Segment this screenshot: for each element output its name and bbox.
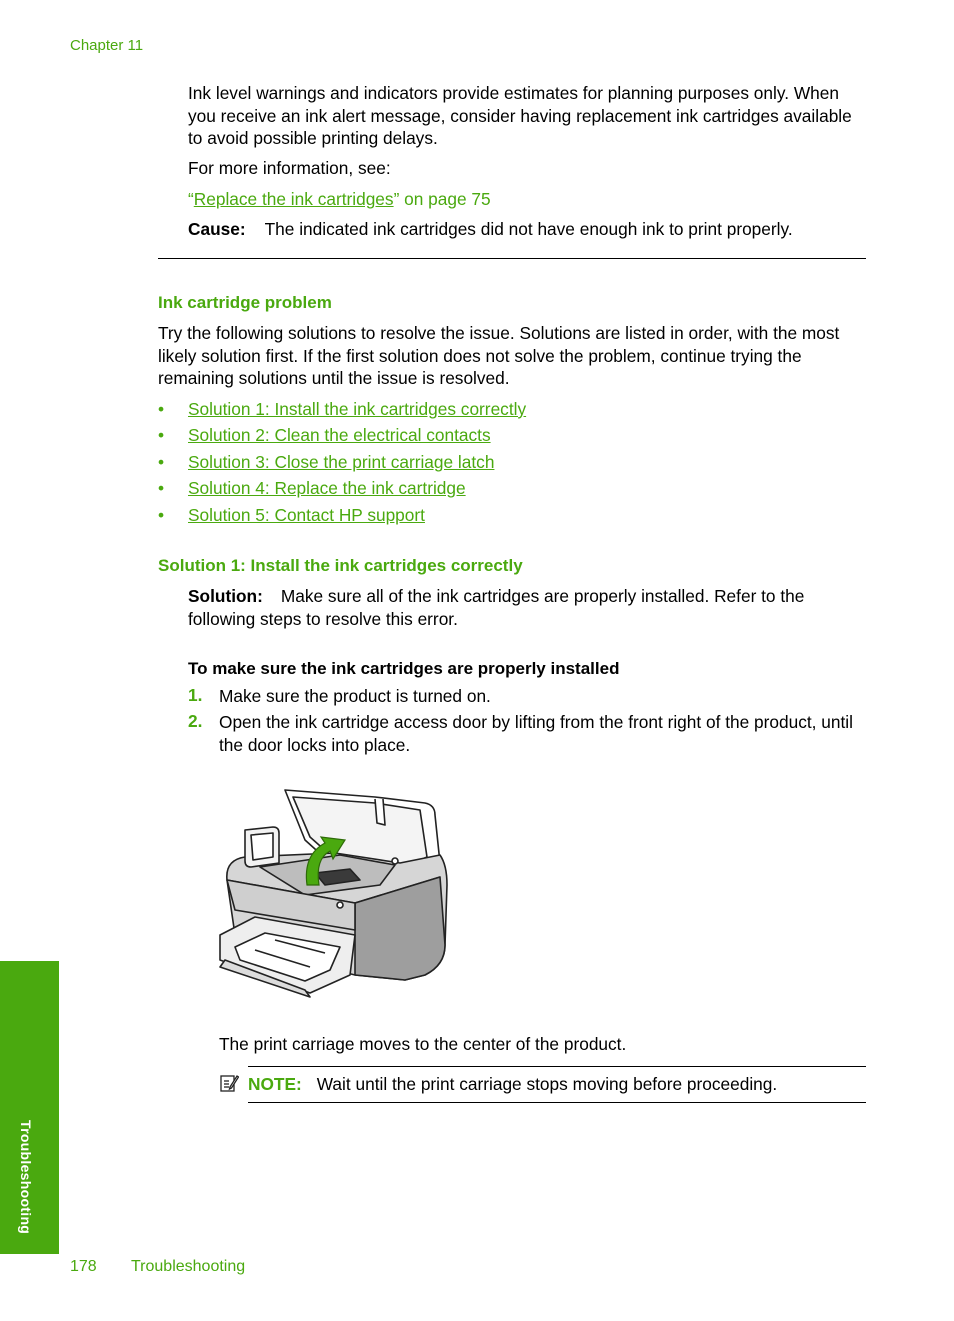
page-number: 178 xyxy=(70,1258,97,1275)
cause-text: The indicated ink cartridges did not have enough ink to print properly. xyxy=(264,219,793,239)
solution-description: Make sure all of the ink cartridges are properly installed. Refer to the following steps to resolve this error. xyxy=(188,586,805,629)
section-intro: Try the following solutions to resolve the issue. Solutions are listed in order, with the most likely solution first. If the first solution does not solve the problem, continue trying the remaining solutions until the issue is resolved. xyxy=(158,323,840,388)
step-2-number: 2. xyxy=(188,711,203,731)
solution-1-text xyxy=(188,585,868,630)
solution-1-title: Solution 1: Install the ink cartridges correctly xyxy=(158,556,523,575)
bullet: • xyxy=(158,452,165,472)
solution-label: Solution: xyxy=(188,586,263,606)
chapter-header: Chapter 11 xyxy=(70,37,144,54)
replace-cartridges-link[interactable]: Replace the ink cartridges xyxy=(193,189,394,209)
footer-section: Troubleshooting xyxy=(131,1258,246,1275)
note-icon xyxy=(219,1073,239,1093)
cause-line xyxy=(188,218,793,241)
after-image-text: The print carriage moves to the center of the product. xyxy=(219,1034,627,1054)
bullet: • xyxy=(158,505,165,525)
section-divider xyxy=(158,258,866,259)
side-tab-label: Troubleshooting xyxy=(18,1120,34,1235)
bullet: • xyxy=(158,478,165,498)
bullet: • xyxy=(158,399,165,419)
solution-3-link[interactable]: Solution 3: Close the print carriage latch xyxy=(188,452,495,472)
step-1-number: 1. xyxy=(188,685,203,705)
more-info-text: For more information, see: xyxy=(188,158,391,178)
page-ref: ” on page 75 xyxy=(393,189,491,209)
cross-reference xyxy=(188,188,491,211)
note-bottom-rule xyxy=(248,1102,866,1103)
procedure-title: To make sure the ink cartridges are properly installed xyxy=(188,659,620,678)
printer-illustration xyxy=(215,785,455,1000)
solution-1-link[interactable]: Solution 1: Install the ink cartridges correctly xyxy=(188,399,527,419)
note-line xyxy=(248,1073,777,1096)
section-title: Ink cartridge problem xyxy=(158,293,332,312)
solution-5-link[interactable]: Solution 5: Contact HP support xyxy=(188,505,425,525)
open-quote: “ xyxy=(188,189,194,209)
bullet: • xyxy=(158,425,165,445)
note-text: Wait until the print carriage stops moving before proceeding. xyxy=(316,1074,778,1094)
ink-warning-paragraph: Ink level warnings and indicators provide estimates for planning purposes only. When you receive an ink alert message, consider having replacement ink cartridges available to avoid possible printing delays. xyxy=(188,83,852,148)
note-label: NOTE: xyxy=(248,1074,302,1094)
cause-label: Cause: xyxy=(188,219,246,239)
note-top-rule xyxy=(248,1066,866,1067)
step-1-text: Make sure the product is turned on. xyxy=(219,686,491,706)
solution-2-link[interactable]: Solution 2: Clean the electrical contacts xyxy=(188,425,491,445)
step-2-text: Open the ink cartridge access door by lifting from the front right of the product, until the door locks into place. xyxy=(219,712,853,755)
solution-4-link[interactable]: Solution 4: Replace the ink cartridge xyxy=(188,478,466,498)
